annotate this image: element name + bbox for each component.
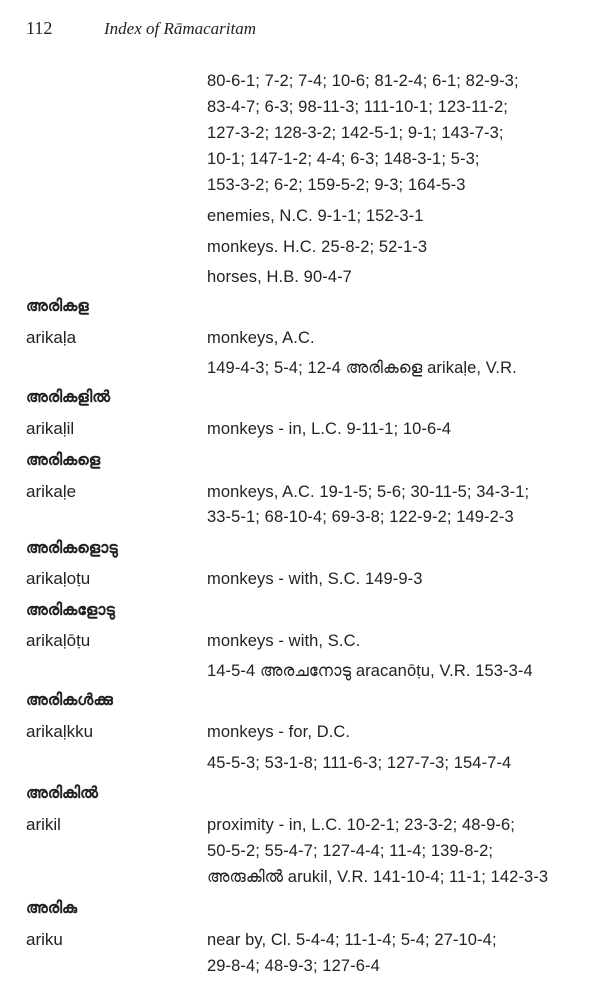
entry-line: proximity - in, L.C. 10-2-1; 23-3-2; 48-9-6; xyxy=(207,816,515,834)
continuation-line: 127-3-2; 128-3-2; 142-5-1; 9-1; 143-7-3; xyxy=(207,124,504,142)
entry-line: 14-5-4 അരചനോടു aracanōṭu, V.R. 153-3-4 xyxy=(207,662,533,680)
entry-malayalam-heading: അരികളെ xyxy=(26,452,101,469)
entry-line: monkeys - in, L.C. 9-11-1; 10-6-4 xyxy=(207,420,452,438)
continuation-line: 80-6-1; 7-2; 7-4; 10-6; 81-2-4; 6-1; 82-9-3; xyxy=(207,72,519,90)
entry-malayalam-heading: അരികളോടു xyxy=(26,602,115,619)
entry-term: arikaḷe xyxy=(26,482,77,501)
entry-malayalam-heading: അരികളൊടു xyxy=(26,540,118,557)
continuation-line: 83-4-7; 6-3; 98-11-3; 111-10-1; 123-11-2; xyxy=(207,98,508,116)
running-title: Index of Rāmacaritam xyxy=(104,19,257,38)
entry-line: monkeys - with, S.C. xyxy=(207,632,361,650)
entry-malayalam-heading: അരികള xyxy=(26,298,89,315)
continuation-line: monkeys. H.C. 25-8-2; 52-1-3 xyxy=(207,238,428,256)
continuation-line: 10-1; 147-1-2; 4-4; 6-3; 148-3-1; 5-3; xyxy=(207,150,480,168)
continuation-line: enemies, N.C. 9-1-1; 152-3-1 xyxy=(207,207,424,225)
entry-malayalam-heading: അരികൾക്കു xyxy=(26,692,113,709)
entry-term: arikaḷil xyxy=(26,419,75,438)
entry-line: monkeys, A.C. 19-1-5; 5-6; 30-11-5; 34-3-1; xyxy=(207,483,530,501)
entry-line: 29-8-4; 48-9-3; 127-6-4 xyxy=(207,957,380,975)
continuation-line: 153-3-2; 6-2; 159-5-2; 9-3; 164-5-3 xyxy=(207,176,466,194)
entry-line: monkeys - with, S.C. 149-9-3 xyxy=(207,570,423,588)
entry-line: 149-4-3; 5-4; 12-4 അരികളെ arikaḷe, V.R. xyxy=(207,359,517,377)
entry-term: arikaḷkku xyxy=(26,722,94,741)
entry-malayalam-heading: അരികളിൽ xyxy=(26,389,111,406)
entry-line: 50-5-2; 55-4-7; 127-4-4; 11-4; 139-8-2; xyxy=(207,842,494,860)
entry-term: arikaḷoṭu xyxy=(26,569,91,588)
entry-line: monkeys - for, D.C. xyxy=(207,723,351,741)
page-header xyxy=(26,18,580,46)
entry-term: arikaḷōṭu xyxy=(26,631,91,650)
entry-line: 45-5-3; 53-1-8; 111-6-3; 127-7-3; 154-7-4 xyxy=(207,754,512,772)
entry-malayalam-heading: അരികു xyxy=(26,900,78,917)
entry-term: arikil xyxy=(26,815,61,834)
entry-term: arikaḷa xyxy=(26,328,77,347)
entry-malayalam-heading: അരികിൽ xyxy=(26,785,98,802)
entry-line: 33-5-1; 68-10-4; 69-3-8; 122-9-2; 149-2-3 xyxy=(207,508,514,526)
page-number: 112 xyxy=(26,18,53,38)
entry-line: monkeys, A.C. xyxy=(207,329,315,347)
entry-term: ariku xyxy=(26,930,63,949)
entry-line: near by, Cl. 5-4-4; 11-1-4; 5-4; 27-10-4; xyxy=(207,931,497,949)
continuation-line: horses, H.B. 90-4-7 xyxy=(207,268,352,286)
entry-line: അരുകിൽ arukil, V.R. 141-10-4; 11-1; 142-3-3 xyxy=(207,868,549,886)
